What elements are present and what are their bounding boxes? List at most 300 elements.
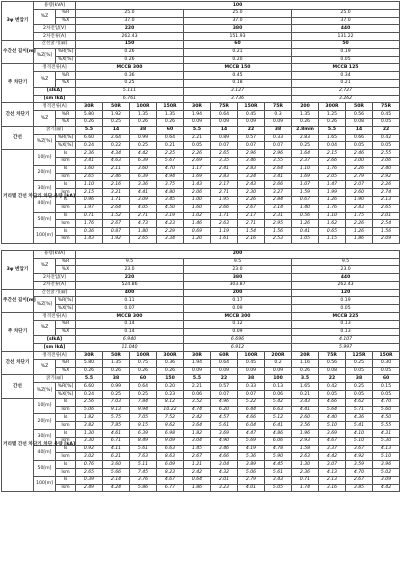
secondary-voltage-value: 220 [76,274,184,282]
table-row [2,142,400,150]
pct-r-value: 25.0 [76,9,184,17]
wire-r-value: 1.65 [292,383,319,391]
is-value: 1.71 [103,196,130,204]
is-value: 2.84 [265,196,292,204]
feeder-r-label: %R[%] [56,48,76,56]
is-value: 2.41 [211,165,238,173]
ism-value: 2.42 [184,469,211,477]
is-value: 3.60 [130,165,157,173]
is-value: 1.47 [319,181,346,189]
ism-value: 1.74 [292,484,319,492]
distance-label: 50[m] [34,212,56,228]
is-value: 2.67 [346,476,373,484]
feeder-x-value: 0.09 [184,305,292,313]
pct-x-label: %X [56,266,76,274]
is-value: 0.92 [76,445,103,453]
table-row [2,320,400,328]
pct-z-label: %Z [34,72,56,88]
is-label: Is [56,165,76,173]
table-row [2,235,400,243]
wire-size-value: 22 [319,375,346,383]
is-value: 2.15 [319,150,346,158]
ism-value: 5.61 [265,469,292,477]
table-row [2,103,400,111]
wire-x-value: 0.04 [319,142,346,150]
wire-size-value: 38 [265,126,292,134]
is-label: Is [56,445,76,453]
table-row [2,469,400,477]
is-value: 1.82 [184,430,211,438]
pct-r-label: %R [56,111,76,119]
ism-value: 1.92 [103,235,130,243]
is-value: 7.84 [130,398,157,406]
wire-r-value: 0.33 [265,134,292,142]
is-value: 5.42 [265,398,292,406]
wire-size-value: 14 [346,126,373,134]
main-breaker-label: 주 차단기 [2,64,34,103]
breaker-r-value: 0.45 [184,72,292,80]
branch-rating-value: 300R [319,103,346,111]
ism-value: 7.85 [103,422,130,430]
is-label: Is [56,414,76,422]
ism-value: 4.70 [346,469,373,477]
is-label: Is [56,212,76,220]
is-value: 1.30 [76,430,103,438]
ism-value: 1.62 [319,220,346,228]
ism-value: 5.67 [157,157,184,165]
distance-label: 100[m] [34,476,56,492]
wire-r-value: 2.21 [184,383,211,391]
ism-value: 6.39 [130,173,157,181]
is-value: 2.17 [211,181,238,189]
is-value: 3.04 [211,461,238,469]
ism-value: 6.44 [238,406,265,414]
is-value: 3.45 [157,196,184,204]
is-value: 4.34 [103,150,130,158]
wire-x-value: 0.06 [265,391,292,399]
rating-value: 100 [76,2,400,10]
wire-x-value: 0.25 [130,142,157,150]
branch-r-value: 0.45 [238,111,265,119]
rated-current-label: 정격전류[A] [34,313,76,321]
ism-value: 5.55 [373,422,400,430]
wire-label: 간선 [2,375,34,398]
is-value: 2.31 [265,212,292,220]
distance-label: 30[m] [34,430,56,446]
ism-label: Ism [56,422,76,430]
is-value: 4.96 [211,398,238,406]
breaker-value: MCCB 225 [292,313,400,321]
breaker-x-value: 0.09 [184,328,292,336]
table-row [2,48,400,56]
ism-value: 3.30 [76,437,103,445]
branch-x-value: 0.09 [265,118,292,126]
is-value: 4.50 [373,414,400,422]
ism-value: 3.34 [157,235,184,243]
is-value: 5.22 [238,398,265,406]
table-row [2,134,400,142]
ism-label: Ism [56,204,76,212]
secondary-voltage-value: 440 [292,25,400,33]
branch-rating-value: 50R [346,103,373,111]
ism-value: 4.74 [184,406,211,414]
secondary-voltage-value: 380 [184,25,292,33]
branch-r-value: 1.94 [184,111,211,119]
table-row [2,56,400,64]
ism-value: 2.79 [346,173,373,181]
ism-value: 2.93 [292,437,319,445]
feeder-r-value: 0.21 [184,48,292,56]
wire-size-value: 5.5 [184,126,211,134]
pct-r-value: 25.0 [184,9,292,17]
is-value: 1.64 [292,150,319,158]
branch-rating-value: 200R [265,352,292,360]
branch-rating-value: 150R [373,352,400,360]
branch-rating-value: 100R [238,352,265,360]
wire-size-value: 38 [238,375,265,383]
ism-value: 2.63 [292,453,319,461]
is-value: 1.07 [292,181,319,189]
ism-value: 4.41 [130,189,157,197]
ism-value: 2.09 [373,235,400,243]
table-row [2,289,400,297]
is-value: 2.55 [373,150,400,158]
is-value: 2.36 [76,150,103,158]
rated-current-label: 정격전류[A] [34,64,76,72]
is-value: 5.61 [130,445,157,453]
table-row [2,453,400,461]
branch-x-value: 0.26 [76,118,103,126]
ism-value: 2.53 [265,235,292,243]
is-value: 1.26 [346,228,373,236]
ism-value: 2.64 [103,204,130,212]
asym-current-value: 3.736 [184,95,292,103]
cable-size-value: 50 [292,40,400,48]
ism-label: Ism [56,220,76,228]
branch-rating-value: 75R [211,103,238,111]
ism-value: 4.23 [157,220,184,228]
is-value: 2.13 [319,476,346,484]
ism-value: 3.85 [346,484,373,492]
ism-value: 2.43 [346,204,373,212]
ism-label: Ism [56,453,76,461]
wire-size-value: 100 [265,375,292,383]
ism-value: 2.71 [238,220,265,228]
ism-value: 2.69 [184,157,211,165]
is-value: 1.56 [373,228,400,236]
branch-rating-value: 60R [211,352,238,360]
feeder-pct-label: %Z[%] [34,48,56,64]
is-value: 3.76 [130,476,157,484]
ism-value: 3.06 [373,157,400,165]
is-value: 0.64 [184,476,211,484]
is-value: 0.71 [292,476,319,484]
is-value: 1.60 [76,165,103,173]
distance-label: 40[m] [34,445,56,461]
is-value: 1.00 [184,196,211,204]
ism-label: Ism [56,437,76,445]
sym-current-label: [sIkA] [34,336,76,344]
is-value: 3.96 [373,461,400,469]
wire-size-value: 22 [373,126,400,134]
is-value: 4.31 [373,430,400,438]
is-value: 6.63 [157,445,184,453]
breaker-x-value: 0.21 [292,79,400,87]
rating-value: 200 [76,250,400,258]
is-value: 2.83 [238,165,265,173]
branch-r-value: 0.3 [265,111,292,119]
ism-label: Ism [56,189,76,197]
is-value: 2.26 [373,181,400,189]
is-value: 2.29 [157,228,184,236]
is-value: 4.70 [373,398,400,406]
feeder-x-value: 0.26 [76,56,184,64]
branch-r-value: 0.64 [211,111,238,119]
wire-x-value: 0.24 [76,142,103,150]
table-row [2,305,400,313]
is-value: 1.52 [103,212,130,220]
ism-value: 2.26 [346,220,373,228]
breaker-x-value: 0.25 [76,79,184,87]
is-label: Is [56,150,76,158]
wire-size-value: 2.8mm [292,126,319,134]
feeder-x-label: %X[%] [56,305,76,313]
wire-x-label: %X[%] [56,391,76,399]
ism-value: 9.15 [130,422,157,430]
branch-r-value: 5.80 [76,111,103,119]
table-row [2,461,400,469]
ism-value: 2.49 [76,484,103,492]
distance-label: 10[m] [34,398,56,414]
wire-x-value: 0.05 [373,142,400,150]
ism-value: 6.77 [157,484,184,492]
asym-current-value: 6.761 [76,95,184,103]
is-value: 2.46 [346,150,373,158]
is-value: 6.09 [157,461,184,469]
ism-value: 9.09 [157,437,184,445]
ism-value: 1.59 [292,189,319,197]
wire-size-value: 3.5 [292,375,319,383]
ism-value: 2.95 [265,220,292,228]
branch-rating-value: 75R [319,352,346,360]
branch-x-value: 0.05 [346,367,373,375]
is-value: 0.36 [76,228,103,236]
branch-r-value: 0.25 [346,359,373,367]
table-row [2,25,400,33]
rating-label: 용량[kVA] [34,250,76,258]
branch-r-value: 1.25 [319,111,346,119]
is-value: 5.11 [130,461,157,469]
is-value: 0.87 [103,228,130,236]
branch-x-value: 0.05 [373,118,400,126]
distance-label: 20[m] [34,414,56,430]
ism-value: 1.43 [76,235,103,243]
ism-value: 5.05 [265,484,292,492]
pct-r-value: 9.5 [76,258,184,266]
table-row [2,398,400,406]
feeder-r-value: 0.11 [76,297,184,305]
asym-current-value: 11.040 [76,344,184,352]
wire-x-value: 0.05 [346,391,373,399]
is-value: 5.12 [265,414,292,422]
is-value: 7.52 [157,414,184,422]
pct-r-label: %R [56,72,76,80]
branch-x-value: 0.26 [292,367,319,375]
is-value: 1.10 [319,212,346,220]
secondary-current-value: 303.87 [184,281,292,289]
wire-x-value: 0.25 [103,391,130,399]
wire-x-value: 0.05 [184,142,211,150]
ism-value: 4.50 [157,204,184,212]
wire-pct-label: %Z[%] [34,134,56,150]
is-value: 3.69 [319,430,346,438]
ism-value: 4.67 [319,437,346,445]
ism-value: 2.65 [76,469,103,477]
table-row [2,64,400,72]
rating-label: 용량[kVA] [34,2,76,10]
branch-x-value: 0.09 [238,367,265,375]
cable-size-label: 간선굵기[㎟] [34,289,76,297]
ism-value: 5.69 [238,437,265,445]
is-value: 1.21 [184,461,211,469]
table-row [2,181,400,189]
wire-size-value: 150 [157,375,184,383]
is-value: 0.71 [76,212,103,220]
ism-value: 4.80 [157,189,184,197]
branch-x-value: 0.09 [238,118,265,126]
pct-x-label: %X [56,118,76,126]
ism-value: 3.41 [76,157,103,165]
wire-size-label: 굵기[㎟] [34,375,76,383]
pct-x-label: %X [56,367,76,375]
ism-value: 6.04 [238,422,265,430]
branch-rating-value: 125R [346,352,373,360]
ism-value: 6.63 [265,406,292,414]
is-value: 1.10 [292,165,319,173]
ism-value: 5.36 [238,453,265,461]
is-value: 2.64 [265,165,292,173]
wire-r-value: 6.60 [76,134,103,142]
is-value: 4.10 [346,430,373,438]
table-row [2,266,400,274]
wire-x-value: 0.21 [292,391,319,399]
breaker-value: MCCB 150 [184,64,292,72]
wire-r-value: 0.13 [265,383,292,391]
is-value: 2.13 [373,196,400,204]
secondary-current-label: 2차전류[A] [34,33,76,41]
wire-size-value: 5.5 [319,126,346,134]
ism-value: 3.55 [265,157,292,165]
pct-x-label: %X [56,79,76,87]
feeder-pct-label: %Z[%] [34,297,56,313]
ism-value: 5.61 [211,422,238,430]
ism-value: 1.61 [211,235,238,243]
is-value: 2.11 [103,165,130,173]
ism-value: 4.63 [103,157,130,165]
asym-current-value: 6.912 [184,344,292,352]
is-value: 3.60 [103,461,130,469]
is-value: 8.12 [157,398,184,406]
is-value: 1.82 [76,414,103,422]
feeder-r-label: %R[%] [56,297,76,305]
branch-rating-value: 30R [76,352,103,360]
is-value: 2.96 [265,150,292,158]
ism-value: 1.05 [292,235,319,243]
table-row [2,476,400,484]
breaker-r-value: 0.12 [184,320,292,328]
table-row [2,391,400,399]
is-value: 3.69 [211,430,238,438]
is-value: 3.43 [265,476,292,484]
ism-value: 7.63 [130,453,157,461]
wire-x-value: 0.07 [211,391,238,399]
ism-value: 5.64 [319,406,346,414]
table-row [2,9,400,17]
branch-rating-value: 50R [103,352,130,360]
ism-value: 1.86 [184,484,211,492]
table-row [2,281,400,289]
ism-value: 8.63 [157,453,184,461]
table-row [2,367,400,375]
ism-value: 3.04 [184,437,211,445]
sym-current-value: 6.696 [184,336,292,344]
is-value: 3.09 [373,476,400,484]
is-value: 4.47 [238,430,265,438]
ism-value: 2.67 [103,220,130,228]
ism-value: 2.65 [76,173,103,181]
branch-r-value: 1.16 [292,359,319,367]
wire-size-label: 굵기[㎟] [34,126,76,134]
ism-value: 4.42 [319,453,346,461]
table-row [2,72,400,80]
ism-value: 1.99 [319,189,346,197]
wire-size-value: 22 [211,375,238,383]
table-row [2,150,400,158]
table-row [2,189,400,197]
is-value: 3.52 [184,398,211,406]
is-value: 1.30 [292,461,319,469]
ism-value: 4.94 [157,173,184,181]
is-value: 4.13 [373,445,400,453]
is-value: 2.40 [373,165,400,173]
branch-x-value: 0.05 [373,367,400,375]
pct-x-value: 37.0 [292,17,400,25]
transformer-section-label: 3φ 변압기 [2,2,34,41]
wire-r-value: 1.65 [319,134,346,142]
secondary-current-label: 2차전류[A] [34,281,76,289]
branch-x-value: 0.26 [292,118,319,126]
ism-value: 3.00 [346,157,373,165]
breaker-value: MCCB 300 [76,64,184,72]
ism-value: 6.06 [265,437,292,445]
branch-rating-value: 300R [157,352,184,360]
is-value: 4.19 [238,445,265,453]
wire-r-value: 0.99 [103,383,130,391]
ism-value: 10.22 [157,406,184,414]
ism-label: Ism [56,157,76,165]
ism-value: 5.71 [346,406,373,414]
ism-value: 1.20 [184,235,211,243]
table-row [2,430,400,438]
table-row [2,297,400,305]
is-value: 7.03 [103,398,130,406]
wire-r-value: 0.99 [130,134,157,142]
ism-value: 5.10 [373,453,400,461]
branch-x-value: 0.09 [265,367,292,375]
feeder-x-label: %X[%] [56,56,76,64]
branch-rating-value: 30R [76,103,103,111]
sym-current-label: [sIkA] [34,87,76,95]
